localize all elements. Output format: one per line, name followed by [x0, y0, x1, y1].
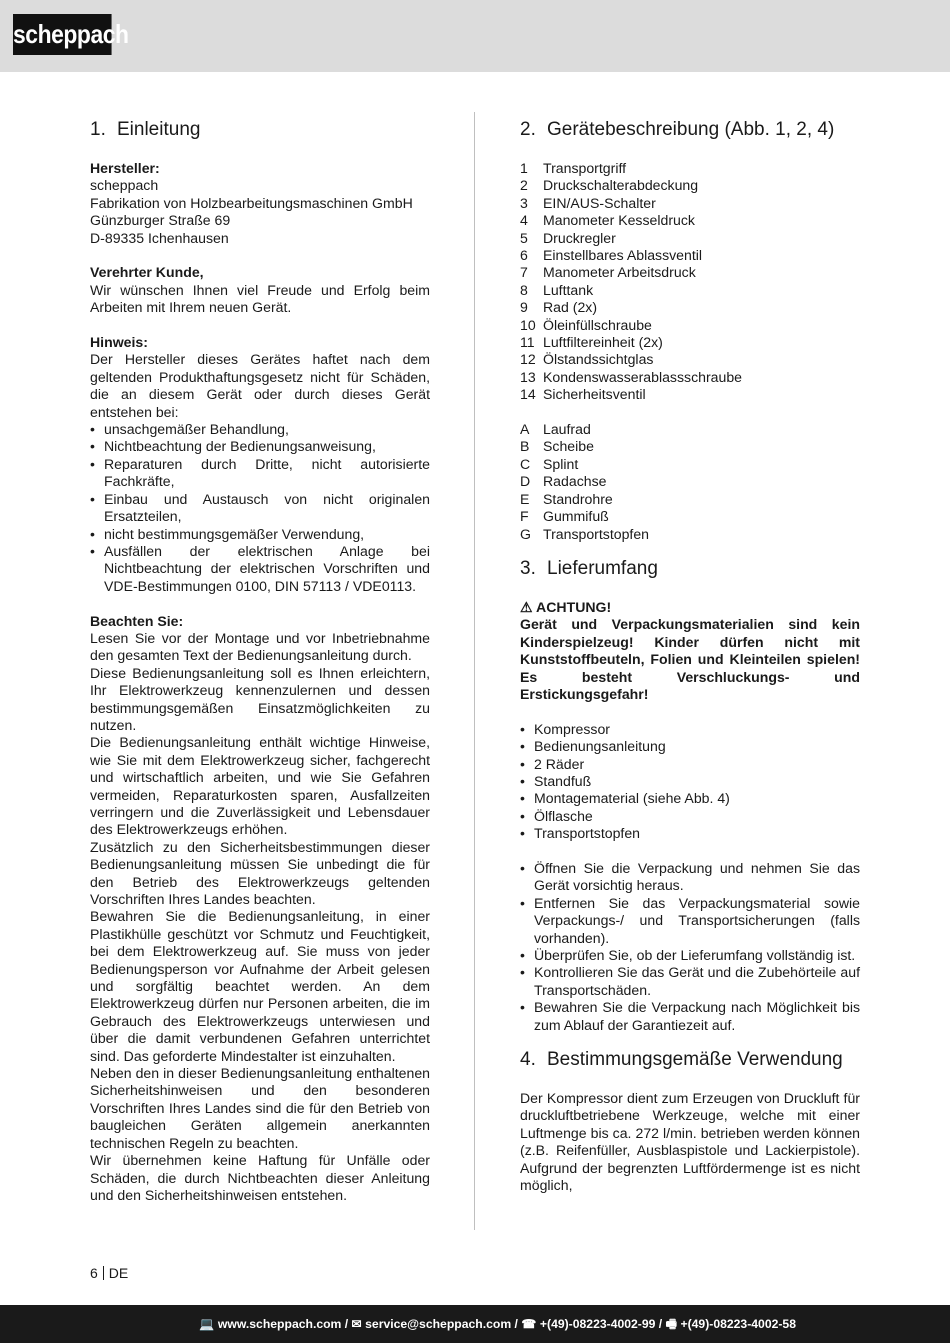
list-item: E Standrohre [520, 490, 613, 507]
manufacturer-line: scheppach [90, 177, 159, 194]
list-item: • Kompressor [520, 721, 860, 738]
note-list [90, 421, 430, 595]
list-item: • Standfuß [520, 773, 860, 790]
note-text: Der Hersteller dieses Gerätes haftet nach dem geltenden Produkthaftungsgesetz nicht für Schäden, die an diesem Gerät oder durch dieses Gerät entstehen bei: [90, 351, 430, 420]
section-3-heading: 3. Lieferumfang [520, 557, 658, 579]
manufacturer-label: Hersteller: [90, 160, 160, 176]
language-code: DE [108, 1265, 129, 1281]
list-item: 14 Sicherheitsventil [520, 386, 646, 403]
scheppach-logo: scheppach [13, 14, 112, 55]
page-footer [90, 1265, 128, 1281]
list-item: • 2 Räder [520, 756, 860, 773]
warning-icon: ⚠ [520, 598, 533, 615]
paragraph: Wir übernehmen keine Haftung für Unfälle oder Schäden, die durch Nichtbeachten dieser Anleitung und den Sicherheitshinweisen entstehen. [90, 1152, 430, 1203]
list-item: 2 Druckschalterabdeckung [520, 177, 699, 194]
list-item: 7 Manometer Arbeitsdruck [520, 264, 696, 281]
list-item: 11 Luftfiltereinheit (2x) [520, 334, 663, 351]
unpack-list [520, 860, 860, 1034]
page-number: 6 [90, 1265, 98, 1281]
manufacturer-line: Fabrikation von Holzbearbeitungsmaschinen GmbH [90, 194, 413, 211]
customer-label: Verehrter Kunde, [90, 264, 204, 281]
list-item: • Bewahren Sie die Verpackung nach Möglichkeit bis zum Ablauf der Garantiezeit auf. [520, 999, 860, 1034]
page-separator [103, 1266, 104, 1280]
list-item: 6 Einstellbares Ablassventil [520, 247, 703, 264]
list-item: • Einbau und Austausch von nicht originalen Ersatzteilen, [90, 491, 430, 526]
customer-block [90, 264, 430, 316]
list-item: • unsachgemäßer Behandlung, [90, 421, 430, 438]
section-1-heading: 1. Einleitung [90, 119, 201, 140]
list-item: • Kontrollieren Sie das Gerät und die Zubehörteile auf Transportschäden. [520, 964, 860, 999]
manufacturer-block [90, 160, 430, 247]
list-item: 1 Transportgriff [520, 160, 627, 176]
contact-line: 💻 www.scheppach.com / ✉ service@scheppach.com / ☎ +(49)-08223-4002-99 / 🖷 +(49)-08223-4002-58 [199, 1317, 796, 1331]
list-item: 3 EIN/AUS-Schalter [520, 194, 656, 211]
list-item: • Reparaturen durch Dritte, nicht autorisierte Fachkräfte, [90, 456, 430, 491]
list-item: D Radachse [520, 473, 607, 490]
list-item: • Montagematerial (siehe Abb. 4) [520, 790, 860, 807]
paragraph: Zusätzlich zu den Sicherheitsbestimmungen dieser Bedienungsanleitung müssen Sie unbedingt die für den Betrieb des Elektrowerkzeugs geltenden Vorschriften Ihres Landes beachten. [90, 838, 430, 908]
parts-list [520, 160, 860, 404]
warning-block [520, 599, 860, 703]
observe-block [90, 613, 430, 1205]
warning-text: Gerät und Verpackungsmaterialien sind kein Kinderspielzeug! Kinder dürfen nicht mit Kunststoffbeuteln, Folien und Kleinteilen spielen! Es besteht Verschluckungs- und Erstickungsgefahr! [520, 616, 860, 702]
section-4-heading: 4. Bestimmungsgemäße Verwendung [520, 1049, 843, 1071]
list-item: F Gummifuß [520, 508, 609, 525]
manufacturer-line: D-89335 Ichenhausen [90, 229, 229, 246]
list-item: • Öffnen Sie die Verpackung und nehmen Sie das Gerät vorsichtig heraus. [520, 860, 860, 895]
section-2-heading: 2. Gerätebeschreibung (Abb. 1, 2, 4) [520, 119, 835, 140]
list-item: A Laufrad [520, 421, 591, 438]
list-item: 5 Druckregler [520, 229, 616, 246]
list-item: C Splint [520, 455, 579, 472]
list-item: 12 Ölstandssichtglas [520, 351, 654, 368]
paragraph: Die Bedienungsanleitung enthält wichtige Hinweise, wie Sie mit dem Elektrowerkzeug sicher, fachgerecht und wirtschaftlich arbeiten, und wie Sie Gefahren vermeiden, Reparaturkosten sparen, Ausfallzeiten verringern und die Zuverlässigkeit und Lebensdauer des Elektrowerkzeugs erhöhen. [90, 734, 430, 838]
list-item: 8 Lufttank [520, 281, 594, 298]
list-item: • Transportstopfen [520, 825, 860, 842]
list-item: 4 Manometer Kesseldruck [520, 212, 695, 229]
list-item: 10 Öleinfüllschraube [520, 316, 652, 333]
list-item: • Überprüfen Sie, ob der Lieferumfang vollständig ist. [520, 947, 860, 964]
customer-text: Wir wünschen Ihnen viel Freude und Erfolg beim Arbeiten mit Ihrem neuen Gerät. [90, 281, 430, 316]
column-divider [474, 112, 475, 1230]
scope-list [520, 721, 860, 843]
paragraph: Bewahren Sie die Bedienungsanleitung, in einer Plastikhülle geschützt vor Schmutz und Feuchtigkeit, bei dem Elektrowerkzeug auf. Sie muss von jeder Bedienungsperson vor Aufnahme der Arbeit gelesen und sorgfältig beachtet werden. An dem Elektrowerkzeug dürfen nur Personen arbeiten, die im Gebrauch des Elektrowerkzeugs unterwiesen und über die damit verbundenen Gefahren unterrichtet sind. Das geforderte Mindestalter ist einzuhalten. [90, 908, 430, 1064]
right-column [520, 118, 860, 1194]
list-item: • Nichtbeachtung der Bedienungsanweisung, [90, 438, 430, 455]
warning-title: ⚠ ACHTUNG! [520, 598, 612, 615]
paragraph: Neben den in dieser Bedienungsanleitung enthaltenen Sicherheitshinweisen und den besonderen Vorschriften Ihres Landes sind die für den Betrieb von baugleichen Geräten allgemein anerkannten technischen Regeln zu beachten. [90, 1065, 430, 1151]
parts-letter-list [520, 421, 860, 543]
paragraph: Lesen Sie vor der Montage und vor Inbetriebnahme den gesamten Text der Bedienungsanleitung durch. [90, 629, 430, 664]
list-item: • Bedienungsanleitung [520, 738, 860, 755]
header-band [0, 0, 950, 72]
section-4-text: Der Kompressor dient zum Erzeugen von Druckluft für druckluftbetriebene Werkzeuge, welche mit einer Luftmenge bis ca. 272 l/min. betrieben werden können (z.B. Reifenfüller, Ausblaspistole und Lackierpistole). Aufgrund der begrenzten Luftfördermenge ist es nicht möglich, [520, 1090, 860, 1194]
list-item: • nicht bestimmungsgemäßer Verwendung, [90, 526, 430, 543]
note-label: Hinweis: [90, 334, 148, 351]
contact-bar [0, 1305, 950, 1343]
observe-label: Beachten Sie: [90, 612, 184, 629]
list-item: • Ölflasche [520, 808, 860, 825]
list-item: G Transportstopfen [520, 525, 650, 542]
list-item: B Scheibe [520, 438, 594, 455]
list-item: 13 Kondenswasserablassschraube [520, 368, 742, 385]
manufacturer-line: Günzburger Straße 69 [90, 212, 231, 229]
list-item: • Entfernen Sie das Verpackungsmaterial sowie Verpackungs-/ und Transportsicherungen (falls vorhanden). [520, 895, 860, 947]
list-item: • Ausfällen der elektrischen Anlage bei Nichtbeachtung der elektrischen Vorschriften und VDE-Bestimmungen 0100, DIN 57113 / VDE0113. [90, 543, 430, 595]
list-item: 9 Rad (2x) [520, 299, 598, 316]
left-column [90, 118, 430, 1204]
note-block [90, 334, 430, 595]
paragraph: Diese Bedienungsanleitung soll es Ihnen erleichtern, Ihr Elektrowerkzeug kennenzulernen und dessen bestimmungsgemäßen Einsatzmöglichkeiten zu nutzen. [90, 664, 430, 733]
